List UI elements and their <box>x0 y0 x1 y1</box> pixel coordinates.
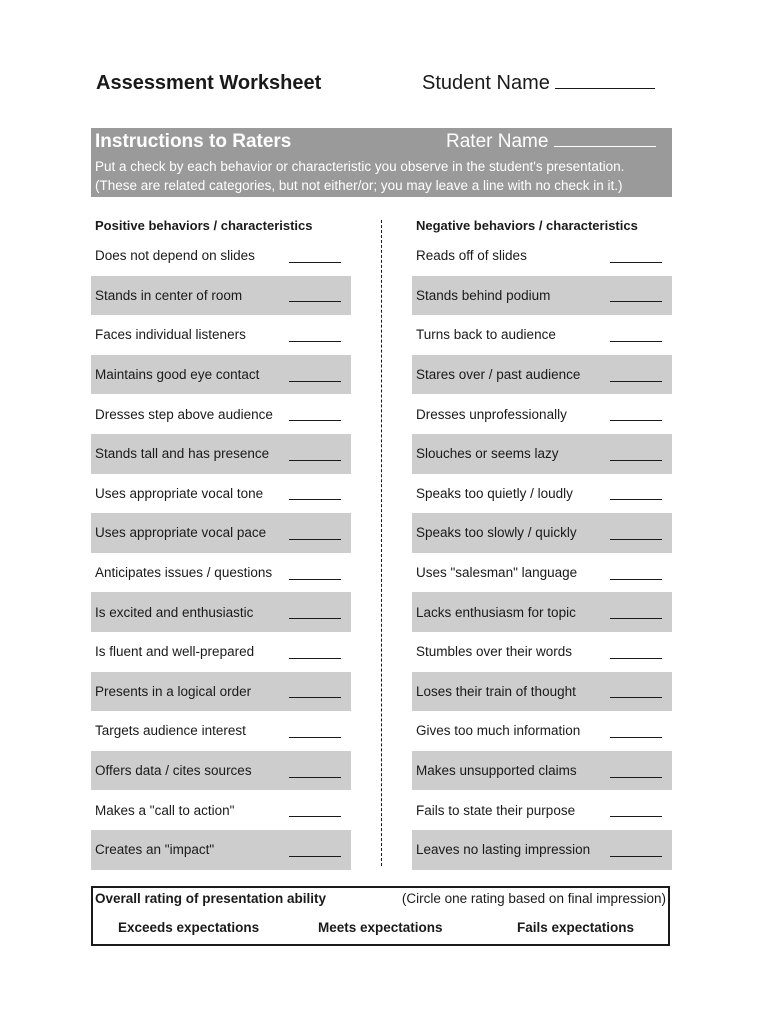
negative-behavior-row <box>412 276 672 316</box>
negative-behavior-label: Slouches or seems lazy <box>416 446 559 462</box>
negative-check-blank[interactable] <box>610 380 662 382</box>
negative-behavior-label: Dresses unprofessionally <box>416 406 567 422</box>
positive-behavior-label: Uses appropriate vocal pace <box>95 525 267 541</box>
negative-behavior-label: Speaks too slowly / quickly <box>416 525 577 541</box>
positive-check-blank[interactable] <box>289 300 341 302</box>
negative-check-blank[interactable] <box>610 498 662 500</box>
positive-behavior-label: Faces individual listeners <box>95 327 246 343</box>
negative-behavior-row <box>412 592 672 632</box>
negative-behavior-label: Speaks too quietly / loudly <box>416 485 573 501</box>
positive-behavior-row <box>91 790 351 830</box>
positive-behavior-row <box>91 474 351 514</box>
positive-check-blank[interactable] <box>289 380 341 382</box>
positive-behavior-label: Offers data / cites sources <box>95 763 252 779</box>
positive-check-blank[interactable] <box>289 340 341 342</box>
instructions-line-1: Put a check by each behavior or characteristic you observe in the student's presentation. <box>95 159 625 174</box>
positive-behavior-label: Does not depend on slides <box>95 248 255 264</box>
negative-check-blank[interactable] <box>610 815 662 817</box>
negative-check-blank[interactable] <box>610 617 662 619</box>
negative-behavior-label: Stands behind podium <box>416 287 551 303</box>
positive-behavior-label: Is fluent and well-prepared <box>95 644 255 660</box>
negative-behavior-row <box>412 394 672 434</box>
negative-behavior-label: Turns back to audience <box>416 327 556 343</box>
student-name-field[interactable] <box>422 72 655 95</box>
positive-behavior-row <box>91 315 351 355</box>
positive-column-header: Positive behaviors / characteristics <box>95 218 313 233</box>
positive-check-blank[interactable] <box>289 538 341 540</box>
negative-behavior-row <box>412 355 672 395</box>
rating-note: (Circle one rating based on final impression) <box>401 891 666 906</box>
positive-check-blank[interactable] <box>289 657 341 659</box>
instructions-panel <box>91 128 672 197</box>
negative-behavior-row <box>412 632 672 672</box>
positive-behavior-row <box>91 394 351 434</box>
negative-check-blank[interactable] <box>610 459 662 461</box>
negative-behavior-label: Stares over / past audience <box>416 367 581 383</box>
positive-behavior-label: Maintains good eye contact <box>95 367 260 383</box>
student-name-label: Student Name <box>422 72 550 94</box>
negative-behavior-label: Makes unsupported claims <box>416 763 577 779</box>
positive-check-blank[interactable] <box>289 498 341 500</box>
negative-behavior-row <box>412 474 672 514</box>
positive-behavior-label: Presents in a logical order <box>95 683 252 699</box>
positive-behavior-label: Targets audience interest <box>95 723 246 739</box>
negative-check-blank[interactable] <box>610 578 662 580</box>
positive-behavior-row <box>91 355 351 395</box>
negative-behavior-label: Uses "salesman" language <box>416 565 578 581</box>
negative-check-blank[interactable] <box>610 776 662 778</box>
positive-check-blank[interactable] <box>289 696 341 698</box>
negative-behavior-row <box>412 711 672 751</box>
positive-behavior-row <box>91 236 351 276</box>
positive-behavior-label: Uses appropriate vocal tone <box>95 485 264 501</box>
rating-option-meets[interactable]: Meets expectations <box>318 920 443 935</box>
negative-column-header: Negative behaviors / characteristics <box>416 218 638 233</box>
positive-behavior-row <box>91 751 351 791</box>
negative-behavior-row <box>412 790 672 830</box>
overall-rating-box <box>91 886 670 946</box>
positive-check-blank[interactable] <box>289 815 341 817</box>
negative-behavior-label: Stumbles over their words <box>416 644 573 660</box>
positive-check-blank[interactable] <box>289 736 341 738</box>
positive-behavior-label: Makes a "call to action" <box>95 802 235 818</box>
column-divider <box>381 220 382 866</box>
negative-check-blank[interactable] <box>610 300 662 302</box>
positive-behavior-row <box>91 434 351 474</box>
negative-behavior-label: Loses their train of thought <box>416 683 576 699</box>
positive-behavior-label: Dresses step above audience <box>95 406 273 422</box>
positive-check-blank[interactable] <box>289 578 341 580</box>
negative-behavior-row <box>412 672 672 712</box>
positive-behavior-row <box>91 830 351 870</box>
positive-behavior-label: Is excited and enthusiastic <box>95 604 254 620</box>
positive-behavior-label: Anticipates issues / questions <box>95 565 273 581</box>
negative-check-blank[interactable] <box>610 538 662 540</box>
negative-check-blank[interactable] <box>610 855 662 857</box>
positive-behavior-row <box>91 711 351 751</box>
negative-behavior-label: Lacks enthusiasm for topic <box>416 604 576 620</box>
negative-behavior-label: Leaves no lasting impression <box>416 842 591 858</box>
negative-behavior-label: Reads off of slides <box>416 248 527 264</box>
positive-check-blank[interactable] <box>289 261 341 263</box>
rating-option-fails[interactable]: Fails expectations <box>517 920 635 935</box>
positive-behavior-label: Stands tall and has presence <box>95 446 270 462</box>
negative-behavior-row <box>412 553 672 593</box>
positive-behavior-row <box>91 592 351 632</box>
positive-behavior-row <box>91 632 351 672</box>
negative-behavior-row <box>412 751 672 791</box>
negative-behavior-label: Fails to state their purpose <box>416 802 576 818</box>
positive-check-blank[interactable] <box>289 617 341 619</box>
rating-title: Overall rating of presentation ability <box>95 891 327 906</box>
negative-behavior-row <box>412 315 672 355</box>
negative-behavior-row <box>412 513 672 553</box>
negative-behavior-row <box>412 830 672 870</box>
rater-name-label: Rater Name <box>446 131 549 152</box>
positive-check-blank[interactable] <box>289 419 341 421</box>
negative-check-blank[interactable] <box>610 696 662 698</box>
positive-check-blank[interactable] <box>289 776 341 778</box>
negative-check-blank[interactable] <box>610 657 662 659</box>
positive-behavior-row <box>91 276 351 316</box>
student-name-blank[interactable] <box>555 88 655 89</box>
positive-check-blank[interactable] <box>289 459 341 461</box>
rating-option-exceeds[interactable]: Exceeds expectations <box>118 920 260 935</box>
negative-check-blank[interactable] <box>610 340 662 342</box>
positive-behavior-label: Stands in center of room <box>95 287 243 303</box>
rater-name-blank[interactable] <box>554 146 656 147</box>
rater-name-field[interactable] <box>446 131 656 153</box>
positive-behavior-label: Creates an "impact" <box>95 842 215 858</box>
negative-check-blank[interactable] <box>610 736 662 738</box>
negative-check-blank[interactable] <box>610 261 662 263</box>
positive-check-blank[interactable] <box>289 855 341 857</box>
page-title: Assessment Worksheet <box>96 72 322 94</box>
instructions-title: Instructions to Raters <box>95 131 292 152</box>
negative-behavior-row <box>412 236 672 276</box>
instructions-line-2: (These are related categories, but not either/or; you may leave a line with no check in it.) <box>95 178 623 193</box>
negative-check-blank[interactable] <box>610 419 662 421</box>
negative-behavior-label: Gives too much information <box>416 723 581 739</box>
positive-behavior-row <box>91 513 351 553</box>
positive-behavior-row <box>91 553 351 593</box>
negative-behavior-row <box>412 434 672 474</box>
positive-behavior-row <box>91 672 351 712</box>
